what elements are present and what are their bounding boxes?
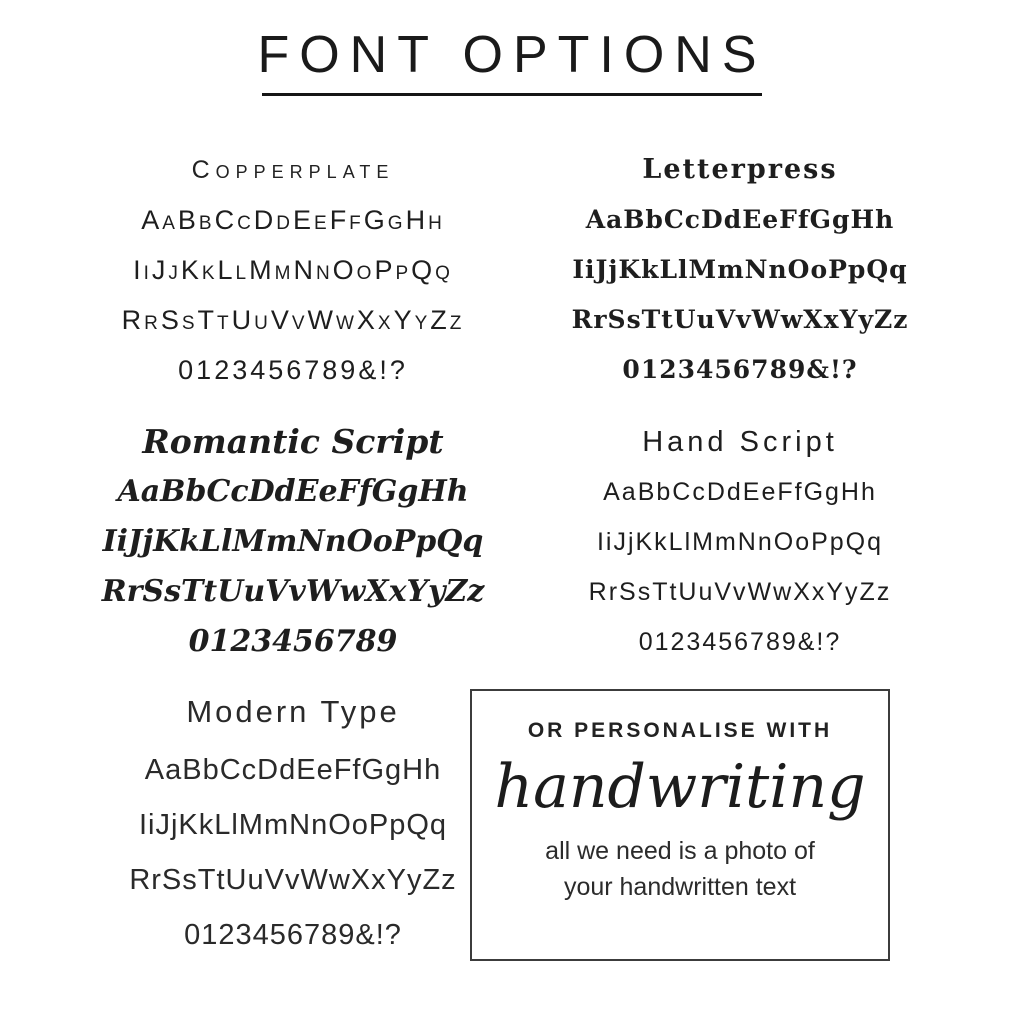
- sample-line: RrSsTtUuVvWwXxYyZz: [121, 305, 465, 335]
- font-name-hand-script: Hand Script: [642, 426, 838, 458]
- sample-line: 0123456789&!?: [184, 919, 402, 951]
- personalise-section: [494, 689, 954, 961]
- sample-line: RrSsTtUuVvWwXxYyZz: [588, 578, 892, 606]
- sample-line: RrSsTtUuVvWwXxYyZz: [129, 864, 457, 896]
- sample-line: 0123456789: [188, 624, 398, 659]
- sample-line: AaBbCcDdEeFfGgHh: [141, 205, 445, 235]
- sample-line: IiJjKkLlMmNnOoPpQq: [596, 528, 884, 556]
- title-underline: [262, 93, 762, 96]
- handwriting-script-sample: handwriting: [494, 752, 866, 822]
- sample-line: 0123456789&!?: [638, 628, 842, 656]
- sample-line: IiJjKkLlMmNnOoPpQq: [138, 809, 448, 841]
- right-column: [494, 145, 954, 961]
- font-name-romantic-script: Romantic Script: [142, 422, 444, 461]
- font-name-copperplate: Copperplate: [191, 156, 395, 184]
- sample-line: RrSsTtUuVvWwXxYyZz: [101, 574, 485, 609]
- sample-line: AaBbCcDdEeFfGgHh: [117, 474, 469, 509]
- font-sample-copperplate: [0, 145, 586, 409]
- sample-line: AaBbCcDdEeFfGgHh: [603, 478, 877, 506]
- personalise-note-line2: your handwritten text: [563, 873, 797, 901]
- sample-line: IiJjKkLlMmNnOoPpQq: [102, 524, 484, 559]
- personalise-heading: OR PERSONALISE WITH: [527, 719, 833, 742]
- header: [0, 0, 1024, 96]
- personalise-box: [470, 689, 890, 961]
- sample-line: IiJjKkLlMmNnOoPpQq: [133, 255, 453, 285]
- sample-line: RrSsTtUuVvWwXxYyZz: [571, 305, 909, 334]
- sample-line: 0123456789&!?: [622, 355, 858, 384]
- sample-line: AaBbCcDdEeFfGgHh: [585, 205, 895, 234]
- sample-line: AaBbCcDdEeFfGgHh: [144, 754, 442, 786]
- sample-line: IiJjKkLlMmNnOoPpQq: [572, 255, 908, 284]
- sample-line: 0123456789&!?: [178, 355, 408, 385]
- personalise-note-line1: all we need is a photo of: [545, 837, 815, 865]
- page-title: FONT OPTIONS: [257, 26, 767, 84]
- font-sample-romantic-script: [0, 409, 586, 681]
- font-sample-hand-script: [526, 409, 954, 681]
- font-name-letterpress: Letterpress: [642, 154, 838, 185]
- font-sample-letterpress: [526, 145, 954, 409]
- font-name-modern-type: Modern Type: [186, 694, 400, 729]
